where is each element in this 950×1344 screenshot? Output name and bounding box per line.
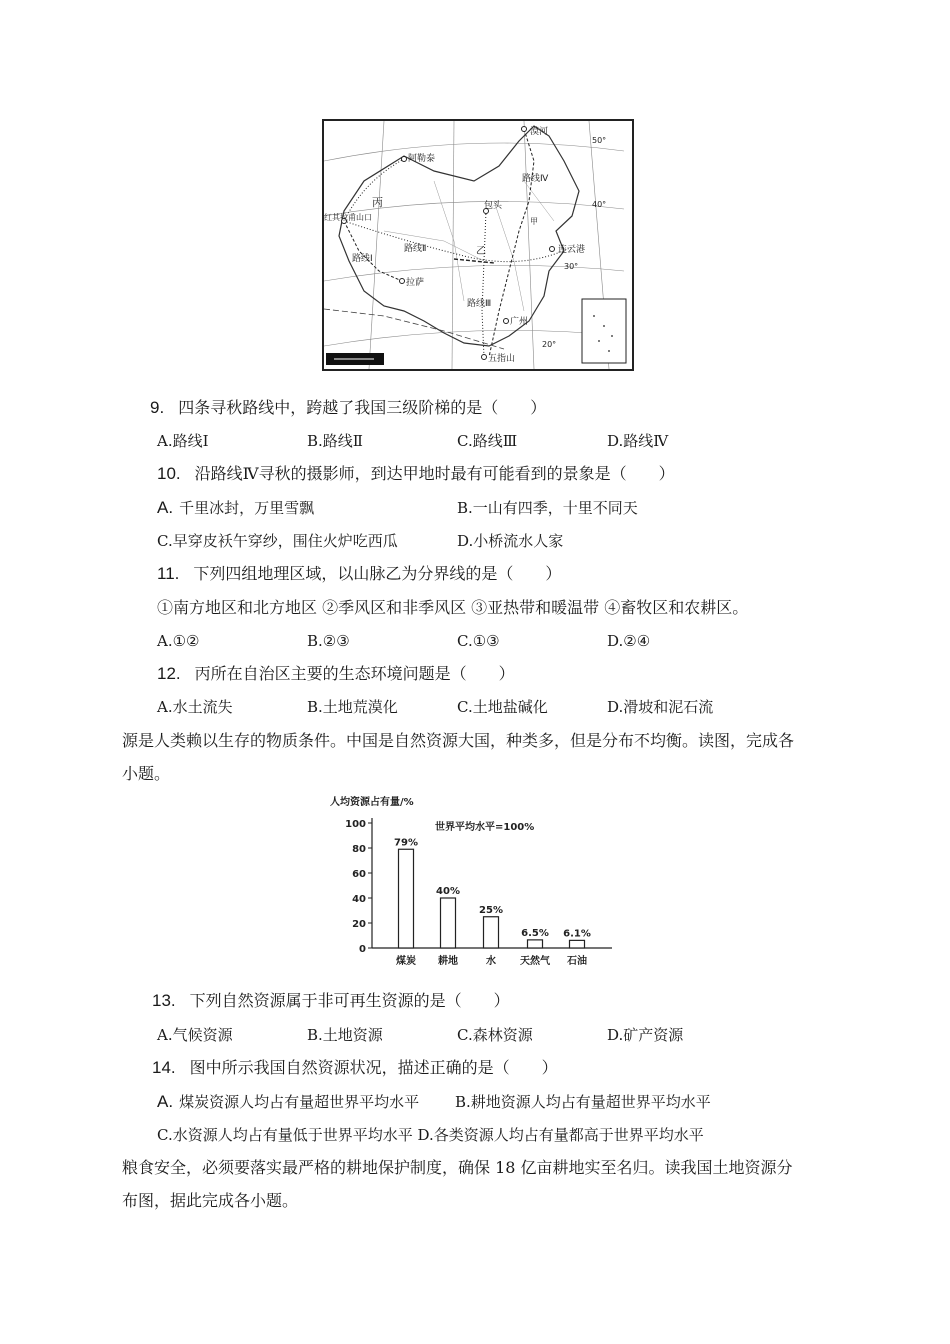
q10-option-c[interactable]: C.早穿皮袄午穿纱，围住火炉吃西瓜 xyxy=(157,532,398,550)
chart-bar xyxy=(570,940,585,948)
q11-option-b[interactable]: B.②③ xyxy=(307,632,350,650)
question-10 xyxy=(157,464,675,484)
question-text: 沿路线Ⅳ寻秋的摄影师，到达甲地时最有可能看到的景象是（ ） xyxy=(194,464,675,483)
farmland-intro-line2: 布图，据此完成各小题。 xyxy=(122,1191,299,1210)
label-route1: 路线Ⅰ xyxy=(352,254,373,264)
chart-svg xyxy=(330,793,620,973)
question-number: 9. xyxy=(150,398,165,417)
question-number: 12. xyxy=(157,664,181,683)
label-aletai: 阿勒泰 xyxy=(408,154,436,164)
chart-bar xyxy=(441,898,456,948)
farmland-intro-line1: 粮食安全，必须要落实最严格的耕地保护制度，确保 18 亿亩耕地实至名归。读我国土地资源分 xyxy=(122,1158,793,1177)
question-text: 下列四组地理区域，以山脉乙为分界线的是（ ） xyxy=(193,564,562,583)
option-text: 千里冰封，万里雪飘 xyxy=(179,499,315,517)
chart-bar xyxy=(528,940,543,948)
question-text: 图中所示我国自然资源状况，描述正确的是（ ） xyxy=(189,1058,558,1077)
chart-ytick-label: 60 xyxy=(352,869,366,880)
question-number: 13. xyxy=(152,991,176,1010)
label-lat20: 20° xyxy=(542,340,557,349)
chart-bar xyxy=(484,917,499,948)
q9-option-a[interactable]: A.路线Ⅰ xyxy=(157,432,209,450)
resource-intro-line1: 源是人类赖以生存的物质条件。中国是自然资源大国，种类多，但是分布不均衡。读图，完成各 xyxy=(122,731,795,750)
label-route2: 路线Ⅱ xyxy=(404,244,427,254)
q12-option-d[interactable]: D.滑坡和泥石流 xyxy=(607,698,714,716)
question-text: 下列自然资源属于非可再生资源的是（ ） xyxy=(189,991,510,1010)
q12-option-b[interactable]: B.土地荒漠化 xyxy=(307,698,398,716)
chart-ytick-label: 100 xyxy=(345,819,366,830)
label-route4: 路线Ⅳ xyxy=(522,174,549,184)
q14-option-a[interactable] xyxy=(157,1092,419,1112)
route-map-drawing xyxy=(324,121,632,369)
route-map xyxy=(322,119,634,371)
option-letter: A. xyxy=(157,498,174,517)
question-13 xyxy=(152,991,510,1011)
resource-intro-line2: 小题。 xyxy=(122,764,171,783)
q14-option-cd[interactable]: C.水资源人均占有量低于世界平均水平 D.各类资源人均占有量都高于世界平均水平 xyxy=(157,1126,704,1144)
chart-category-label: 水 xyxy=(486,956,496,967)
label-lhasa: 拉萨 xyxy=(406,278,425,288)
q10-option-d[interactable]: D.小桥流水人家 xyxy=(457,532,564,550)
chart-value-label: 6.1% xyxy=(563,928,591,940)
label-lat30: 30° xyxy=(564,262,579,271)
chart-value-label: 40% xyxy=(436,886,460,897)
q13-option-c[interactable]: C.森林资源 xyxy=(457,1026,533,1044)
q11-statement: ①南方地区和北方地区 ②季风区和非季风区 ③亚热带和暖温带 ④畜牧区和农耕区。 xyxy=(157,598,749,617)
q11-option-a[interactable]: A.①② xyxy=(157,632,200,650)
q13-option-a[interactable]: A.气候资源 xyxy=(157,1026,233,1044)
question-12 xyxy=(157,664,515,684)
chart-annotation: 世界平均水平=100% xyxy=(435,822,535,833)
question-9 xyxy=(150,398,546,418)
chart-value-label: 25% xyxy=(479,904,503,916)
label-lianyungang: 连云港 xyxy=(558,245,586,255)
chart-category-label: 天然气 xyxy=(520,956,550,967)
chart-bar xyxy=(399,849,414,948)
q9-option-c[interactable]: C.路线Ⅲ xyxy=(457,432,518,450)
question-number: 14. xyxy=(152,1058,176,1077)
label-wuzhishan: 五指山 xyxy=(488,354,516,364)
question-number: 10. xyxy=(157,464,181,483)
chart-ytick-label: 20 xyxy=(352,919,366,930)
q14-option-b[interactable]: B.耕地资源人均占有量超世界平均水平 xyxy=(455,1093,711,1111)
chart-ytick-label: 40 xyxy=(352,894,366,905)
chart-value-label: 6.5% xyxy=(521,927,549,939)
question-number: 11. xyxy=(157,564,180,583)
resource-bar-chart xyxy=(330,793,620,973)
q9-option-b[interactable]: B.路线Ⅱ xyxy=(307,432,363,450)
chart-category-label: 耕地 xyxy=(438,956,458,967)
option-letter: A. xyxy=(157,1092,174,1111)
question-14 xyxy=(152,1058,558,1078)
label-yi: 乙 xyxy=(476,246,486,257)
q12-option-c[interactable]: C.土地盐碱化 xyxy=(457,698,548,716)
label-khunjerab: 红其拉甫山口 xyxy=(324,213,372,222)
question-text: 四条寻秋路线中，跨越了我国三级阶梯的是（ ） xyxy=(178,398,547,417)
q9-option-d[interactable]: D.路线Ⅳ xyxy=(607,432,669,450)
label-lat50: 50° xyxy=(592,136,607,145)
q13-option-b[interactable]: B.土地资源 xyxy=(307,1026,383,1044)
q11-option-d[interactable]: D.②④ xyxy=(607,632,651,650)
label-jia: 甲 xyxy=(530,217,538,226)
q10-option-a[interactable] xyxy=(157,498,314,518)
label-lat40: 40° xyxy=(592,200,607,209)
chart-ylabel: 人均资源占有量/% xyxy=(330,797,414,808)
label-guangzhou: 广州 xyxy=(510,317,529,327)
chart-category-label: 煤炭 xyxy=(396,956,416,967)
label-route3: 路线Ⅲ xyxy=(467,299,492,309)
q13-option-d[interactable]: D.矿产资源 xyxy=(607,1026,684,1044)
chart-value-label: 79% xyxy=(394,837,418,849)
chart-ytick-label: 80 xyxy=(352,844,366,855)
option-text: 煤炭资源人均占有量超世界平均水平 xyxy=(179,1093,420,1111)
q10-option-b[interactable]: B.一山有四季，十里不同天 xyxy=(457,499,638,517)
label-bing: 丙 xyxy=(372,196,383,209)
q12-option-a[interactable]: A.水土流失 xyxy=(157,698,233,716)
question-text: 丙所在自治区主要的生态环境问题是（ ） xyxy=(194,664,515,683)
label-mohe: 漠河 xyxy=(530,127,549,137)
q11-option-c[interactable]: C.①③ xyxy=(457,632,500,650)
chart-ytick-label: 0 xyxy=(359,944,366,955)
chart-category-label: 石油 xyxy=(567,956,587,967)
label-baotou: 包头 xyxy=(484,201,503,211)
question-11 xyxy=(157,564,561,584)
